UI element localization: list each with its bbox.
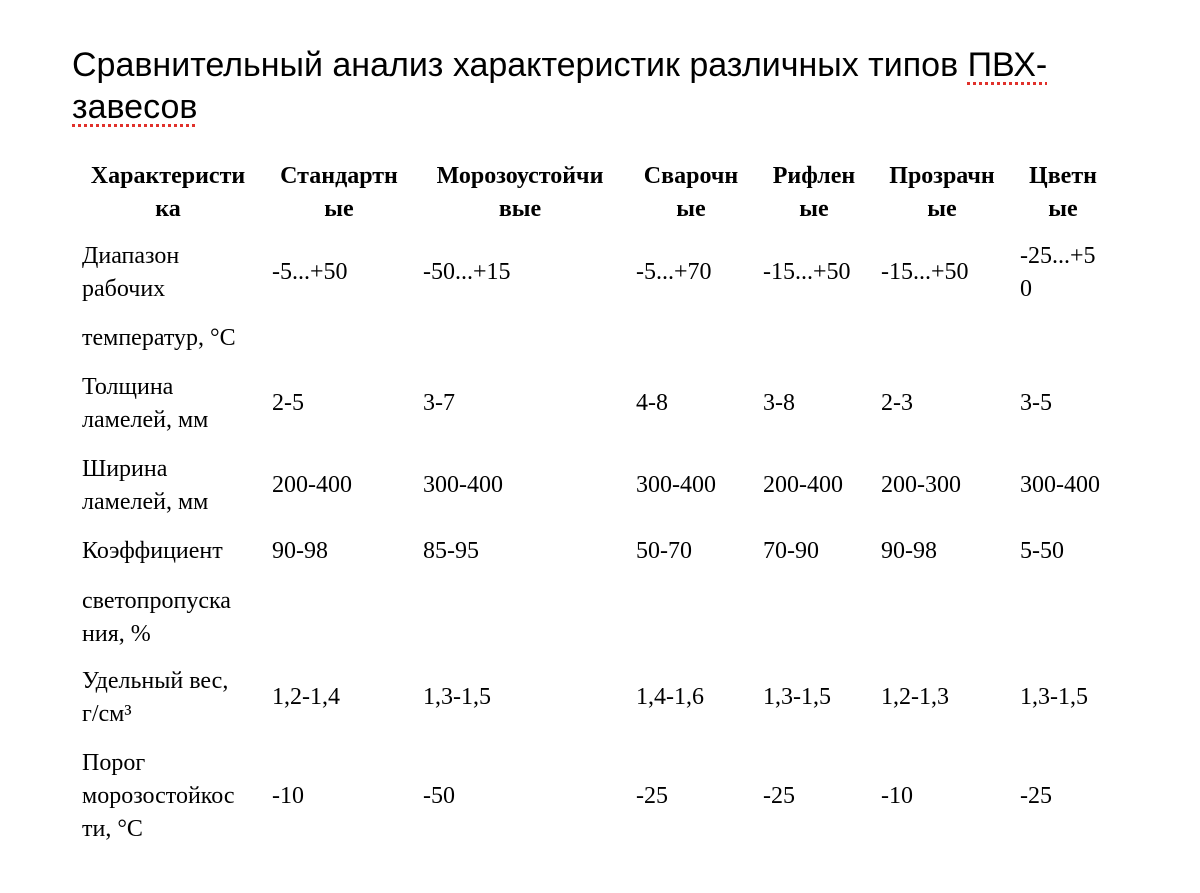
row-label-light-transmission-cont: светопропуска ния, % <box>82 588 231 647</box>
cell-light-transparent: 90-98 <box>881 538 937 564</box>
cell-temp-ribbed: -15...+50 <box>763 259 851 285</box>
cell-width-standard: 200-400 <box>272 472 352 498</box>
row-label-thickness: Толщина ламелей, мм <box>82 374 209 433</box>
cell-light-welding: 50-70 <box>636 538 692 564</box>
cell-weight-transparent: 1,2-1,3 <box>881 684 949 710</box>
cell-width-welding: 300-400 <box>636 472 716 498</box>
cell-weight-ribbed: 1,3-1,5 <box>763 684 831 710</box>
cell-width-frost-resistant: 300-400 <box>423 472 503 498</box>
cell-frost-colored: -25 <box>1020 783 1052 809</box>
row-label-frost-threshold: Порог морозостойкос ти, °C <box>82 750 235 842</box>
cell-frost-ribbed: -25 <box>763 783 795 809</box>
cell-weight-welding: 1,4-1,6 <box>636 684 704 710</box>
header-ribbed: Рифлен ые <box>772 163 856 222</box>
cell-thickness-transparent: 2-3 <box>881 390 913 416</box>
row-label-light-transmission: Коэффициент <box>82 538 223 564</box>
cell-width-ribbed: 200-400 <box>763 472 843 498</box>
header-colored: Цветн ые <box>1029 163 1097 222</box>
cell-temp-frost-resistant: -50...+15 <box>423 259 511 285</box>
cell-thickness-welding: 4-8 <box>636 390 668 416</box>
cell-frost-frost-resistant: -50 <box>423 783 455 809</box>
cell-frost-welding: -25 <box>636 783 668 809</box>
cell-thickness-frost-resistant: 3-7 <box>423 390 455 416</box>
cell-width-colored: 300-400 <box>1020 472 1100 498</box>
cell-weight-colored: 1,3-1,5 <box>1020 684 1088 710</box>
cell-light-colored: 5-50 <box>1020 538 1064 564</box>
cell-temp-welding: -5...+70 <box>636 259 712 285</box>
cell-thickness-standard: 2-5 <box>272 390 304 416</box>
header-transparent: Прозрачн ые <box>889 163 995 222</box>
cell-frost-standard: -10 <box>272 783 304 809</box>
title-misspelled-word-continuation: завесов <box>72 88 198 126</box>
cell-temp-colored: -25...+5 0 <box>1020 243 1096 302</box>
cell-temp-standard: -5...+50 <box>272 259 348 285</box>
header-standard: Стандартн ые <box>280 163 398 222</box>
header-frost-resistant: Морозоустойчи вые <box>436 163 604 222</box>
row-label-width: Ширина ламелей, мм <box>82 456 209 515</box>
cell-frost-transparent: -10 <box>881 783 913 809</box>
row-label-specific-weight: Удельный вес, г/см³ <box>82 668 229 727</box>
cell-temp-transparent: -15...+50 <box>881 259 969 285</box>
row-label-temperature-range-unit: температур, °C <box>82 325 236 351</box>
cell-light-standard: 90-98 <box>272 538 328 564</box>
cell-weight-frost-resistant: 1,3-1,5 <box>423 684 491 710</box>
cell-light-frost-resistant: 85-95 <box>423 538 479 564</box>
cell-light-ribbed: 70-90 <box>763 538 819 564</box>
row-label-temperature-range: Диапазон рабочих <box>82 243 180 302</box>
header-welding: Сварочн ые <box>643 163 739 222</box>
cell-thickness-colored: 3-5 <box>1020 390 1052 416</box>
title-text: Сравнительный анализ характеристик различных типов <box>72 46 968 84</box>
header-characteristic: Характеристи ка <box>90 163 246 222</box>
cell-width-transparent: 200-300 <box>881 472 961 498</box>
cell-weight-standard: 1,2-1,4 <box>272 684 340 710</box>
title-misspelled-word: ПВХ- <box>967 46 1048 84</box>
cell-thickness-ribbed: 3-8 <box>763 390 795 416</box>
